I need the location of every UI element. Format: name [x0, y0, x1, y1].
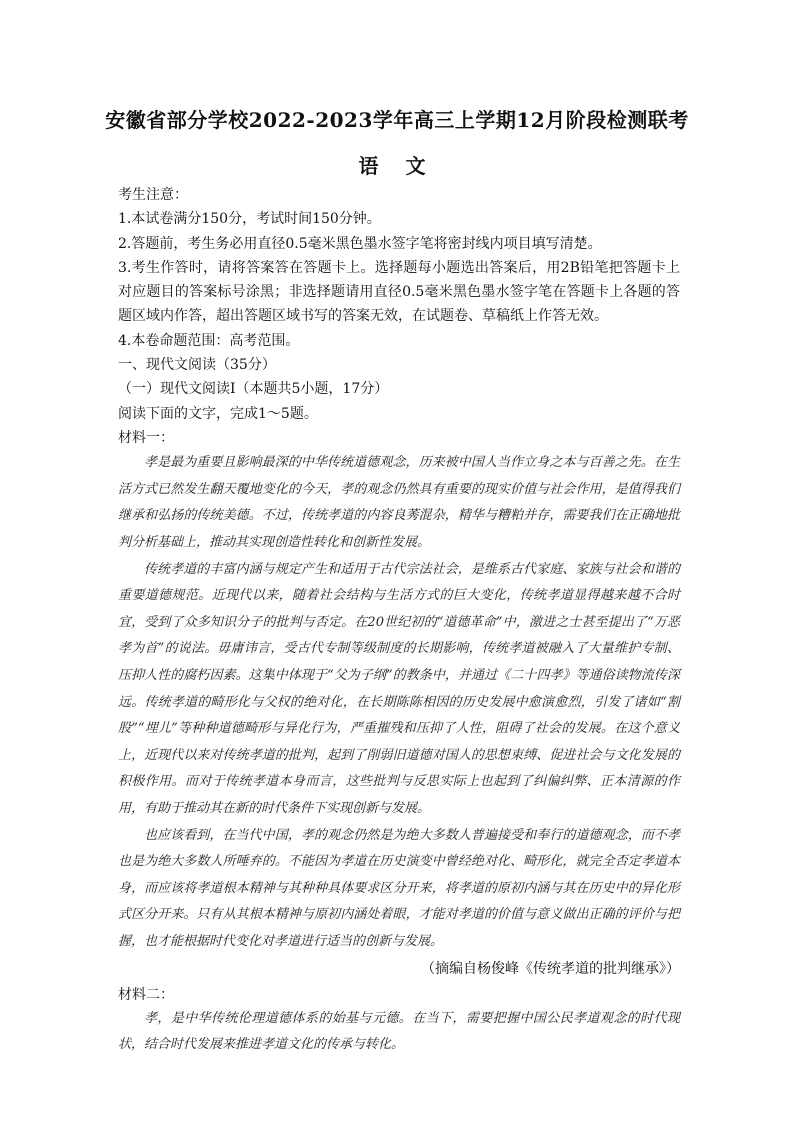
notice-heading: 考生注意：: [118, 187, 188, 203]
exam-content: [118, 183, 680, 1059]
material-2-paragraph-1: 孝，是中华传统伦理道德体系的始基与元德。在当下，需要把握中国公民孝道观念的时代现状，结合时代发展来推进孝道文化的传承与转化。: [118, 1010, 680, 1053]
subject-title: 语 文: [358, 154, 436, 178]
notice-item-1: 1.本试卷满分150分，考试时间150分钟。: [118, 211, 381, 228]
material-1-paragraph-1: 孝是最为重要且影响最深的中华传统道德观念，历来被中国人当作立身之本与百善之先。在生活方式已然发生翻天覆地变化的今天，孝的观念仍然具有重要的现实价值与社会作用，是值得我们继承和弘扬的传统美德。不过，传统孝道的内容良莠混杂，精华与糟粕并存，需要我们在正确地批判分析基础上，推动其实现创造性转化和创新性发展。: [118, 455, 680, 551]
section-subtitle: （一）现代文阅读Ⅰ（本题共5小题，17分）: [118, 381, 389, 398]
notice-item-2: 2.答题前，考生务必用直径0.5毫米黑色墨水签字笔将密封线内项目填写清楚。: [118, 235, 602, 252]
reading-instruction: 阅读下面的文字，完成1～5题。: [118, 405, 318, 422]
notice-item-4: 4.本卷命题范围：高考范围。: [118, 332, 300, 349]
material-1-paragraph-2: 传统孝道的丰富内涵与规定产生和适用于古代宗法社会，是维系古代家庭、家族与社会和谐的重要道德规范。近现代以来，随着社会结构与生活方式的巨大变化，传统孝道显得越来越不合时宜，受到了众多知识分子的批判与否定。在20世纪初的“道德革命”中，激进之士甚至提出了“万恶孝为首”的说法。毋庸讳言，受古代专制等级制度的长期影响，传统孝道被融入了大量维护专制、压抑人性的腐朽因素。这集中体现于“父为子纲”的教条中，并通过《二十四孝》等通俗读物流传深远。传统孝道的畸形化与父权的绝对化，在长期陈陈相因的历史发展中愈演愈烈，引发了诸如“割股”“埋儿”等种种道德畸形与异化行为，严重摧残和压抑了人性，阻碍了社会的发展。在这个意义上，近现代以来对传统孝道的批判，起到了削弱旧道德对国人的思想束缚、促进社会与文化发展的积极作用。而对于传统孝道本身而言，这些批判与反思实际上也起到了纠偏纠弊、正本清源的作用，有助于推动其在新的时代条件下实现创新与发展。: [118, 561, 680, 816]
material-2-label: 材料二：: [118, 986, 174, 1003]
material-1-source: （摘编自杨俊峰《传统孝道的批判继承》）: [421, 960, 680, 977]
material-1-label: 材料一：: [118, 429, 174, 446]
material-1-paragraph-3: 也应该看到，在当代中国，孝的观念仍然是为绝大多数人普遍接受和奉行的道德观念，而不孝也是为绝大多数人所唾弃的。不能因为孝道在历史演变中曾经绝对化、畸形化，就完全否定孝道本身，而应该将孝道根本精神与其种种具体要求区分开来，将孝道的原初内涵与其在历史中的异化形式区分开来。只有从其根本精神与原初内涵处着眼，才能对孝道的价值与意义做出正确的评价与把握，也才能根据时代变化对孝道进行适当的创新与发展。: [118, 827, 680, 949]
exam-title: 安徽省部分学校2022-2023学年高三上学期12月阶段检测联考: [105, 108, 689, 132]
section-title: 一、现代文阅读（35分）: [118, 357, 276, 374]
notice-item-3: 3.考生作答时，请将答案答在答题卡上。选择题每小题选出答案后，用2B铅笔把答题卡上对应题目的答案标号涂黑；非选择题请用直径0.5毫米黑色墨水签字笔在答题卡上各题的答题区域内作答，超出答题区域书写的答案无效，在试题卷、草稿纸上作答无效。: [118, 259, 680, 325]
